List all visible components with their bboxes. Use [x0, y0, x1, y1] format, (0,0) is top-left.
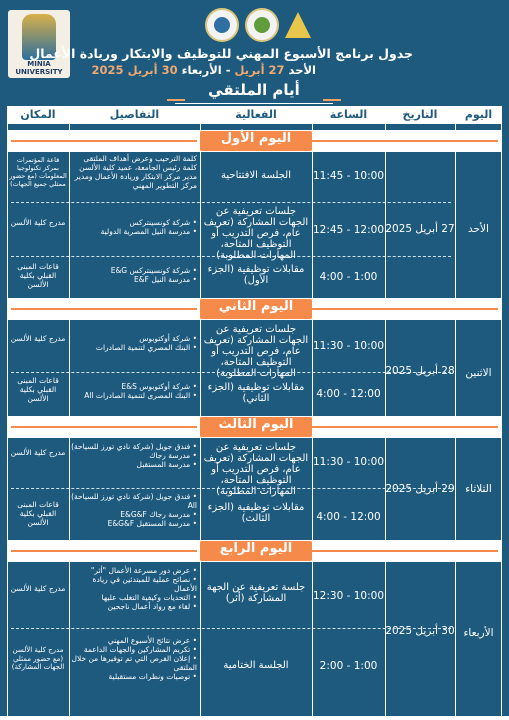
date-range: الأحد 27 أبريل - الأربعاء 30 أبريل 2025 — [91, 63, 316, 77]
day-date: 30 أبريل 2025 — [385, 625, 455, 637]
session-time: 10:00 - 11:45 — [313, 170, 384, 182]
partner-logo-1-icon — [205, 8, 239, 42]
session-time: 12:00 - 12:45 — [313, 224, 384, 236]
col-activity: الفعالية — [235, 108, 277, 121]
session-time: 10:00 - 11:30 — [313, 340, 384, 352]
session-activity: مقابلات توظيفية (الجزء الثالث) — [207, 502, 305, 524]
session-place: قاعات المبنى القبلي بكلية الألسن — [17, 262, 59, 289]
session-activity: جلسات تعريفية عن الجهات المشاركة (تعريف عام، فرص التدريب أو التوظيف المتاحة، المهارات المطلوبة) — [203, 442, 309, 497]
session-details: • فندق جويل (شركة نادي تورز للسياحة) • مدرسة رجاك • مدرسة المستقبل — [71, 442, 197, 469]
session-activity: جلسة تعريفية عن الجهة المشاركة (أثر) — [206, 582, 306, 604]
col-place: المكان — [20, 108, 56, 121]
col-date: التاريخ — [402, 108, 438, 121]
session-place: مدرج كلية الألسن — [10, 218, 66, 227]
footer-strip — [0, 716, 509, 720]
session-place: مدرج كلية الألسن (مع حضور ممثلي الجهات المشاركة) — [11, 646, 65, 671]
col-details: التفاصيل — [109, 108, 160, 121]
session-activity: جلسات تعريفية عن الجهات المشاركة (تعريف عام، فرص التدريب أو التوظيف المتاحة، المهارات المطلوبة) — [203, 324, 309, 379]
session-time: 12:00 - 4:00 — [316, 388, 381, 400]
schedule-table — [7, 106, 502, 718]
day-name: الأربعاء — [463, 627, 494, 639]
row-separator — [11, 488, 451, 489]
session-time: 1:00 - 2:00 — [319, 660, 378, 672]
row-separator — [11, 628, 451, 629]
session-details: • شركة أوكتوبوس • البنك المصري لتنمية الصادرات — [95, 334, 197, 352]
session-details: • عرض دور مسرعة الأعمال "أثر" • نصائح عملية للمبتدئين في ريادة الأعمال • التحديات وكيفية التغلب عليها • لقاء مع رواد أعمال ناجحين — [90, 566, 197, 611]
session-time: 10:00 - 12:30 — [313, 590, 384, 602]
university-logo — [8, 10, 70, 78]
session-place: قاعات المبنى القبلي بكلية الألسن — [17, 500, 59, 527]
session-time: 10:00 - 11:30 — [313, 456, 384, 468]
session-place: مدرج كلية الألسن — [10, 448, 66, 457]
header — [0, 0, 509, 110]
day-date: 28 أبريل 2025 — [385, 365, 455, 377]
session-activity: جلسات تعريفية عن الجهات المشاركة (تعريف عام، فرص التدريب أو التوظيف المتاحة، المهارات المطلوبة) — [203, 206, 309, 261]
session-place: قاعات المبنى القبلي بكلية الألسن — [17, 376, 59, 403]
day-date: 29 أبريل 2025 — [385, 483, 455, 495]
university-name: MINIA UNIVERSITY — [15, 60, 63, 76]
day-date: 27 أبريل 2025 — [385, 223, 455, 235]
session-details: • شركة أوكتوبوس E&S • البنك المصرى لتنمية الصادرات All — [84, 382, 197, 400]
row-separator — [11, 202, 451, 203]
table-header — [7, 106, 502, 124]
session-activity: الجلسة الافتتاحية — [221, 170, 291, 181]
day-band-2: اليوم الثاني — [7, 298, 502, 320]
session-details: كلمة الترحيب وعرض أهداف الملتقى كلمة رئيس الجامعة، عميد كلية الألسن مدير مركز الابتكار وريادة الأعمال ومدير مركز التطوير المهني — [74, 154, 197, 190]
session-time: 12:00 - 4:00 — [316, 511, 381, 523]
day-band-3: اليوم الثالث — [7, 416, 502, 438]
row-separator — [11, 372, 451, 373]
row-separator — [11, 256, 451, 257]
partner-logo-2-icon — [245, 8, 279, 42]
days-banner: أيام الملتقي — [175, 79, 333, 104]
day-band-1: اليوم الأول — [7, 130, 502, 152]
session-details: • فندق جويل (شركة نادي تورز للسياحة) All • مدرسة رجاك E&G&F • مدرسة المستقبل E&G&F — [71, 492, 197, 528]
session-activity: مقابلات توظيفية (الجزء الأول) — [207, 264, 305, 286]
partner-logo-3-icon — [285, 12, 311, 38]
session-place: مدرج كلية الألسن — [10, 584, 66, 593]
partner-logos — [205, 8, 315, 44]
day-band-4: اليوم الرابع — [7, 540, 502, 562]
session-details: • عرض نتائج الأسبوع المهني • تكريم المشاركين والجهات الداعمة • إعلان الفرص التي تم توفيرها من خلال الملتقى • توصيات ونظرات مستقبلية — [71, 636, 197, 681]
session-details: • شركة كونسينتركس E&G • مدرسة النيل E&F — [110, 266, 197, 284]
day-name: الاثنين — [465, 367, 492, 379]
col-time: الساعة — [329, 108, 368, 121]
session-place: قاعة المؤتمرات بمركز تكنولوجيا المعلومات (مع حضور ممثلي جميع الجهات) — [9, 156, 67, 188]
col-day: اليوم — [464, 108, 493, 121]
session-time: 1:00 - 4:00 — [319, 271, 378, 283]
session-place: مدرج كلية الألسن — [10, 334, 66, 343]
session-activity: مقابلات توظيفية (الجزء الثاني) — [207, 382, 305, 404]
day-name: الثلاثاء — [465, 483, 492, 495]
session-details: • شركة كونسينتركس • مدرسة النيل المصرية الدولية — [100, 218, 197, 236]
day-name: الأحد — [468, 223, 489, 235]
page-title: جدول برنامج الأسبوع المهني للتوظيف والابتكار وريادة الأعمال — [29, 46, 413, 61]
session-activity: الجلسة الختامية — [223, 660, 289, 671]
